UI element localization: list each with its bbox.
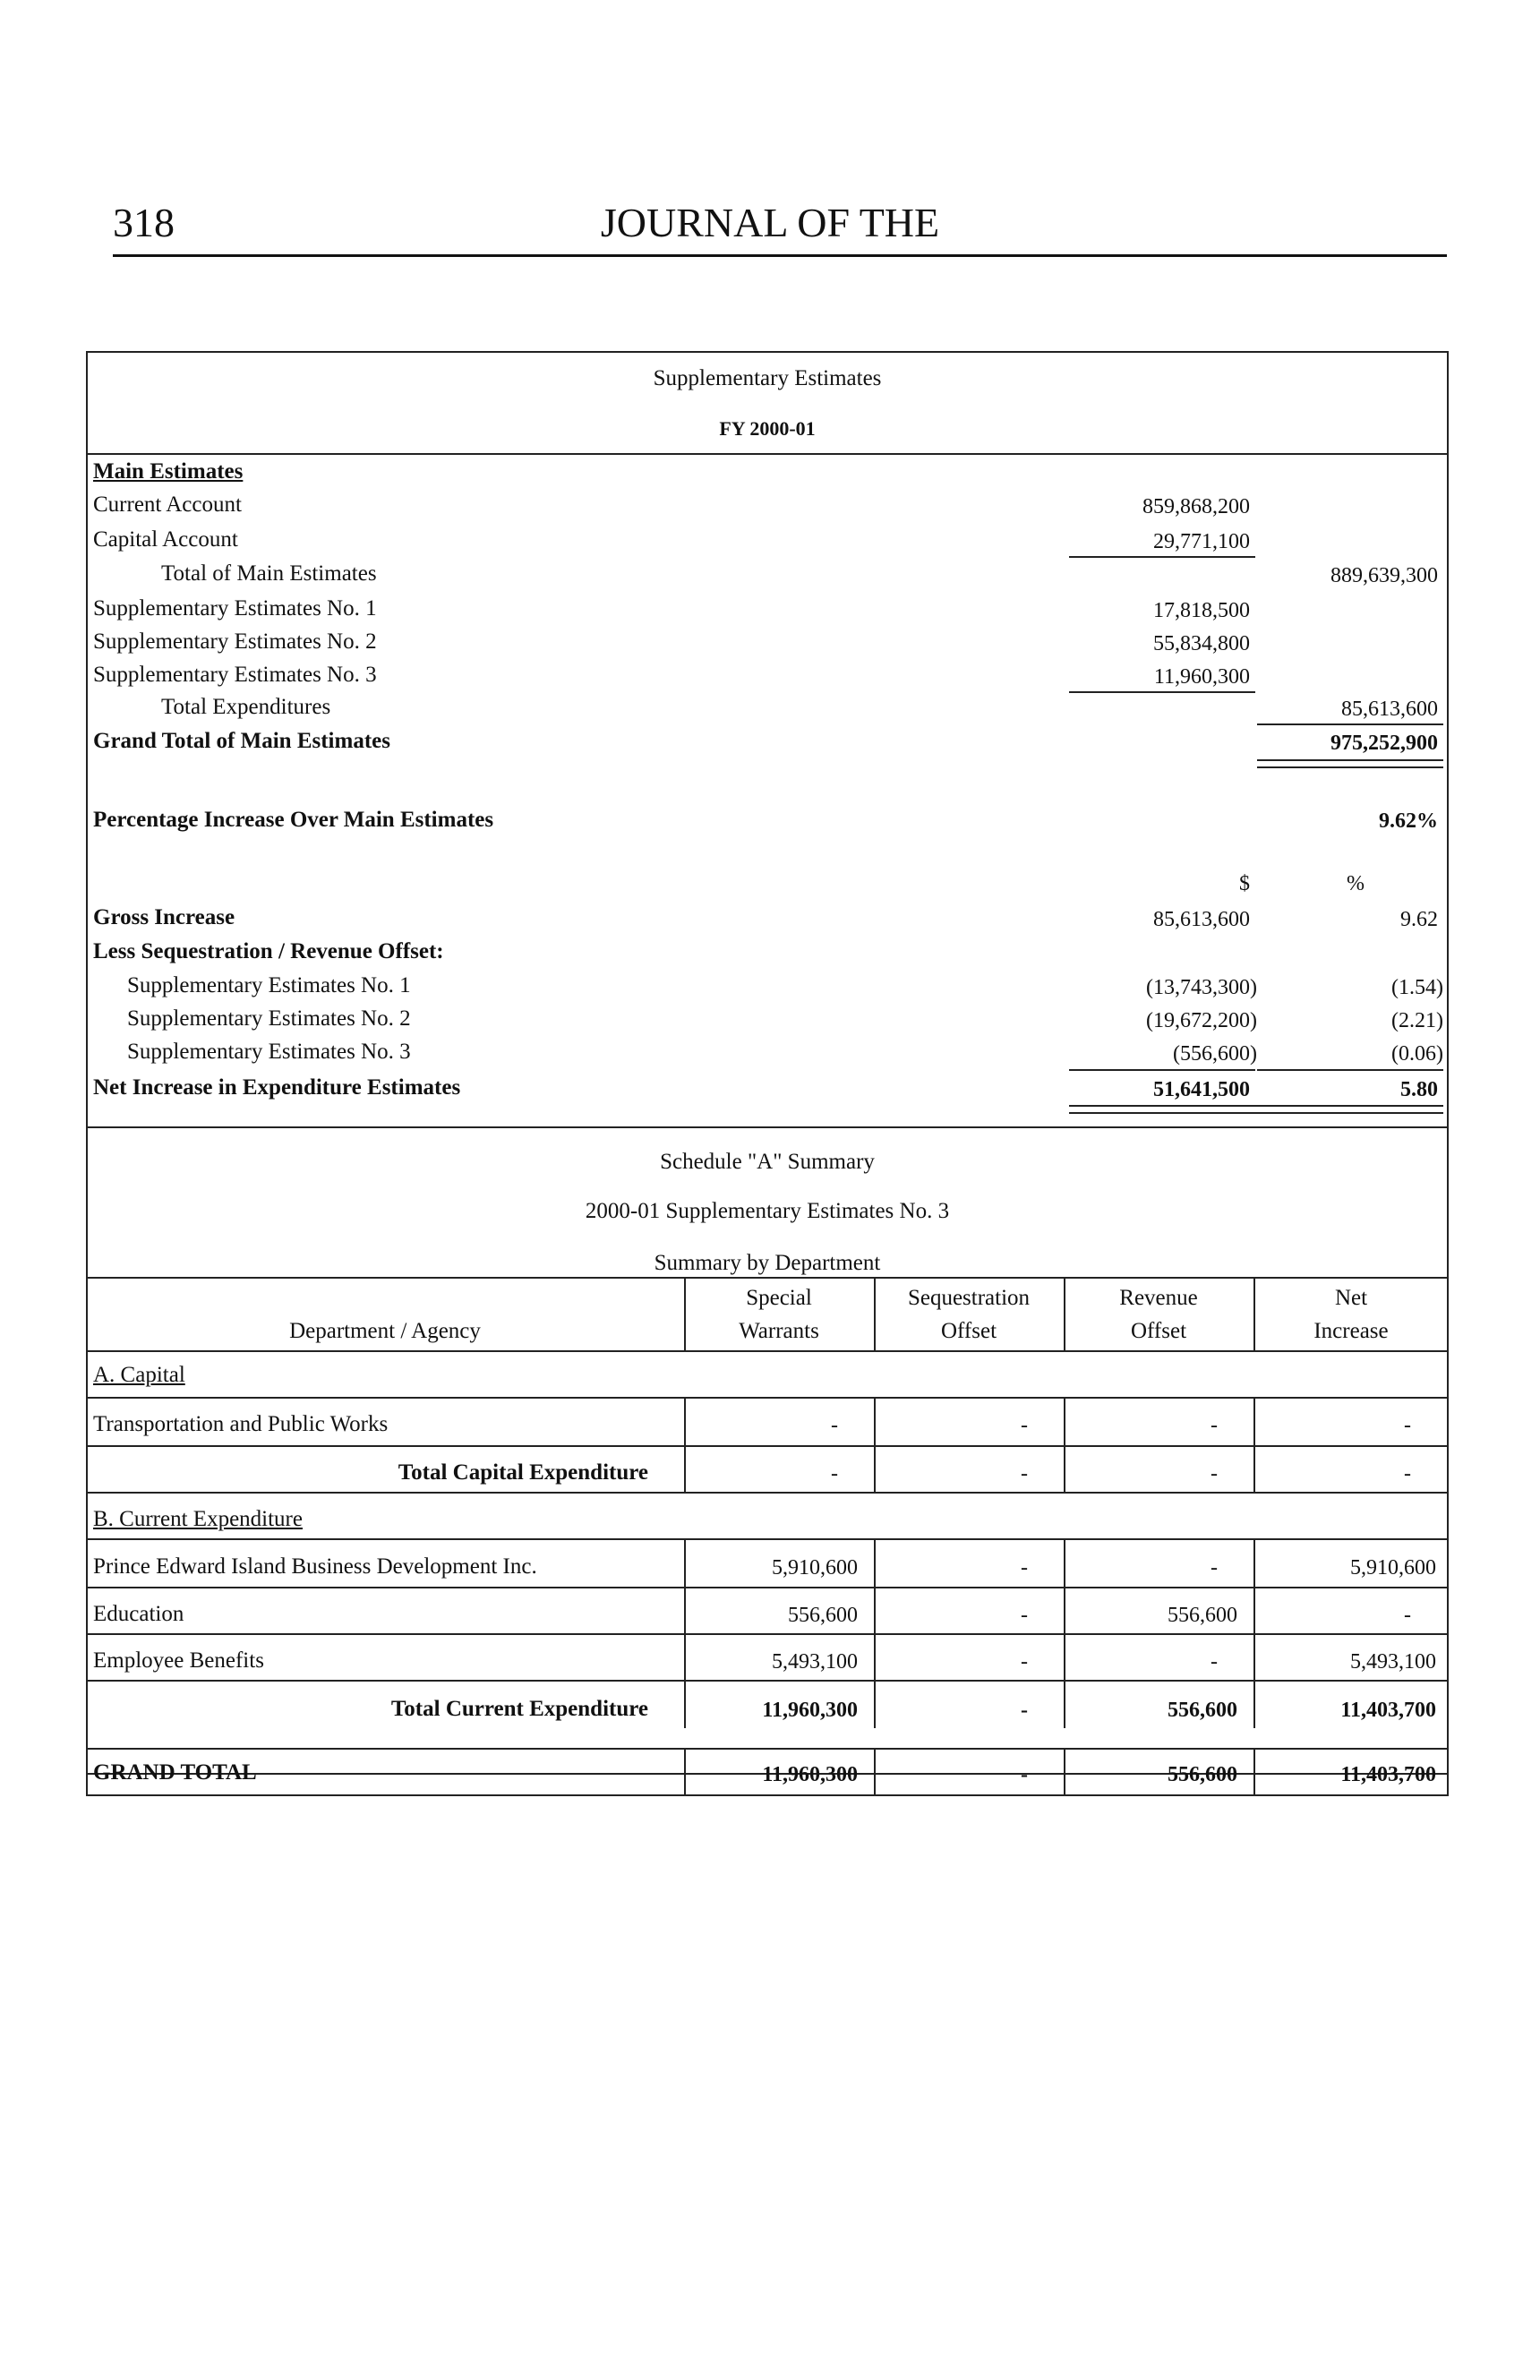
row-b2-net: - bbox=[1404, 1604, 1411, 1627]
net-increase-percent: 5.80 bbox=[1400, 1078, 1438, 1101]
total-capital-seq: - bbox=[1021, 1462, 1028, 1485]
row-b3-name: Employee Benefits bbox=[93, 1648, 264, 1673]
row-b2-bottom-rule bbox=[86, 1633, 1449, 1635]
total-b-divider-3 bbox=[1064, 1682, 1065, 1728]
supp2-label: Supplementary Estimates No. 2 bbox=[93, 629, 377, 654]
row-b1-rev: - bbox=[1211, 1556, 1218, 1580]
row-b1-divider-2 bbox=[874, 1540, 876, 1587]
total-b-divider-4 bbox=[1253, 1682, 1255, 1728]
section-a-rule bbox=[86, 1397, 1449, 1399]
less-underline-amount bbox=[1069, 1069, 1255, 1071]
total-capital-special: - bbox=[831, 1462, 838, 1485]
row-b3-seq: - bbox=[1021, 1650, 1028, 1674]
row-b3-net: 5,493,100 bbox=[1350, 1650, 1436, 1674]
total-expenditures-underline bbox=[1257, 723, 1443, 725]
col-header-seq-1: Sequestration bbox=[907, 1286, 1031, 1310]
less-supp2-label: Supplementary Estimates No. 2 bbox=[127, 1006, 411, 1031]
total-main-label: Total of Main Estimates bbox=[161, 561, 377, 586]
col-header-rev-2: Offset bbox=[1130, 1319, 1187, 1343]
row-b3-bottom-rule bbox=[86, 1680, 1449, 1682]
less-underline-percent bbox=[1257, 1069, 1443, 1071]
grand-total-special: 11,960,300 bbox=[762, 1763, 858, 1786]
total-b-divider-1 bbox=[684, 1682, 686, 1728]
grand-total-rev: 556,600 bbox=[1168, 1763, 1237, 1786]
percentage-increase-value: 9.62% bbox=[1379, 809, 1438, 833]
row-a1-net: - bbox=[1404, 1414, 1411, 1437]
row-b1-bottom-rule bbox=[86, 1587, 1449, 1588]
row-b1-divider-3 bbox=[1064, 1540, 1065, 1587]
total-current-label: Total Current Expenditure bbox=[390, 1697, 648, 1721]
section-b-rule bbox=[86, 1538, 1449, 1540]
total-expenditures-label: Total Expenditures bbox=[161, 695, 331, 719]
less-sequestration-heading: Less Sequestration / Revenue Offset: bbox=[93, 939, 444, 963]
col-header-net-1: Net bbox=[1334, 1286, 1368, 1310]
total-expenditures-value: 85,613,600 bbox=[1341, 698, 1438, 721]
net-increase-label: Net Increase in Expenditure Estimates bbox=[93, 1075, 461, 1100]
summary-by-department: Summary by Department bbox=[654, 1251, 881, 1275]
percent-column-header: % bbox=[1347, 872, 1365, 895]
total-current-net: 11,403,700 bbox=[1340, 1699, 1436, 1722]
row-a1-divider-1 bbox=[684, 1399, 686, 1445]
grand-total-double-rule-1 bbox=[1257, 759, 1443, 761]
row-b1-name: Prince Edward Island Business Development Inc. bbox=[93, 1554, 537, 1579]
current-account-label: Current Account bbox=[93, 492, 242, 517]
fiscal-year: FY 2000-01 bbox=[719, 417, 816, 440]
supp3-value: 11,960,300 bbox=[1153, 665, 1250, 689]
less-supp1-amount: (13,743,300) bbox=[1146, 976, 1257, 999]
gross-increase-percent: 9.62 bbox=[1400, 908, 1438, 931]
header-rule bbox=[113, 254, 1447, 257]
supp3-underline bbox=[1069, 691, 1255, 693]
total-capital-label: Total Capital Expenditure bbox=[398, 1460, 648, 1485]
row-b3-special: 5,493,100 bbox=[772, 1650, 858, 1674]
total-capital-rev: - bbox=[1211, 1462, 1218, 1485]
total-current-seq: - bbox=[1021, 1699, 1028, 1722]
grand-total-seq: - bbox=[1021, 1763, 1028, 1786]
row-b3-divider-3 bbox=[1064, 1635, 1065, 1680]
less-supp3-percent: (0.06) bbox=[1391, 1042, 1443, 1066]
supp3-label: Supplementary Estimates No. 3 bbox=[93, 663, 377, 687]
total-capital-net: - bbox=[1404, 1462, 1411, 1485]
total-current-rev: 556,600 bbox=[1168, 1699, 1237, 1722]
grand-total-double-rule-2 bbox=[1257, 766, 1443, 768]
total-a-bottom-rule bbox=[86, 1492, 1449, 1494]
total-a-divider-2 bbox=[874, 1447, 876, 1492]
row-b3-rev: - bbox=[1211, 1650, 1218, 1674]
row-b2-seq: - bbox=[1021, 1604, 1028, 1627]
row-b2-divider-1 bbox=[684, 1588, 686, 1633]
row-a1-bottom-rule bbox=[86, 1445, 1449, 1447]
total-main-value: 889,639,300 bbox=[1330, 564, 1438, 587]
schedule-subtitle: 2000-01 Supplementary Estimates No. 3 bbox=[585, 1199, 950, 1223]
row-a1-divider-2 bbox=[874, 1399, 876, 1445]
row-a1-rev: - bbox=[1211, 1414, 1218, 1437]
net-increase-double-rule-1 bbox=[1069, 1105, 1443, 1107]
less-supp2-amount: (19,672,200) bbox=[1146, 1009, 1257, 1032]
row-b3-divider-4 bbox=[1253, 1635, 1255, 1680]
row-b2-divider-2 bbox=[874, 1588, 876, 1633]
journal-title: JOURNAL OF THE bbox=[600, 200, 940, 245]
estimates-title-rule bbox=[86, 453, 1449, 455]
less-supp2-percent: (2.21) bbox=[1391, 1009, 1443, 1032]
total-a-divider-1 bbox=[684, 1447, 686, 1492]
capital-account-value: 29,771,100 bbox=[1153, 530, 1250, 553]
page-number: 318 bbox=[113, 200, 175, 245]
row-a1-special: - bbox=[831, 1414, 838, 1437]
col-header-special-1: Special bbox=[746, 1286, 812, 1310]
row-b2-name: Education bbox=[93, 1602, 184, 1626]
gross-increase-label: Gross Increase bbox=[93, 905, 235, 929]
main-estimates-heading: Main Estimates bbox=[93, 459, 244, 484]
schedule-header-bottom-rule bbox=[86, 1350, 1449, 1352]
supp1-label: Supplementary Estimates No. 1 bbox=[93, 596, 377, 621]
section-a-heading: A. Capital bbox=[93, 1363, 185, 1387]
grand-divider-2 bbox=[874, 1748, 876, 1796]
row-a1-name: Transportation and Public Works bbox=[93, 1412, 389, 1436]
row-b1-seq: - bbox=[1021, 1556, 1028, 1580]
schedule-header-top-rule bbox=[86, 1277, 1449, 1279]
supp1-value: 17,818,500 bbox=[1153, 599, 1250, 622]
gross-increase-amount: 85,613,600 bbox=[1153, 908, 1250, 931]
row-b1-special: 5,910,600 bbox=[772, 1556, 858, 1580]
total-current-special: 11,960,300 bbox=[762, 1699, 858, 1722]
row-b1-divider-1 bbox=[684, 1540, 686, 1587]
total-a-divider-3 bbox=[1064, 1447, 1065, 1492]
grand-total-main-value: 975,252,900 bbox=[1330, 732, 1438, 755]
col-header-rev-1: Revenue bbox=[1119, 1286, 1198, 1310]
grand-divider-4 bbox=[1253, 1748, 1255, 1796]
total-a-divider-4 bbox=[1253, 1447, 1255, 1492]
grand-divider-1 bbox=[684, 1748, 686, 1796]
col-header-net-2: Increase bbox=[1313, 1319, 1389, 1343]
row-b1-divider-4 bbox=[1253, 1540, 1255, 1587]
percentage-increase-label: Percentage Increase Over Main Estimates bbox=[93, 808, 494, 832]
current-account-value: 859,868,200 bbox=[1142, 495, 1250, 518]
grand-total-main-label: Grand Total of Main Estimates bbox=[93, 729, 390, 753]
dollar-column-header: $ bbox=[1239, 872, 1250, 895]
net-increase-amount: 51,641,500 bbox=[1153, 1078, 1250, 1101]
row-b1-net: 5,910,600 bbox=[1350, 1556, 1436, 1580]
row-b3-divider-2 bbox=[874, 1635, 876, 1680]
grand-divider-3 bbox=[1064, 1748, 1065, 1796]
row-a1-seq: - bbox=[1021, 1414, 1028, 1437]
grand-total-net: 11,403,700 bbox=[1340, 1763, 1436, 1786]
row-b2-special: 556,600 bbox=[788, 1604, 858, 1627]
total-b-divider-2 bbox=[874, 1682, 876, 1728]
col-header-seq-2: Offset bbox=[940, 1319, 997, 1343]
row-a1-divider-4 bbox=[1253, 1399, 1255, 1445]
schedule-title: Schedule "A" Summary bbox=[660, 1150, 875, 1174]
row-a1-divider-3 bbox=[1064, 1399, 1065, 1445]
row-b2-divider-4 bbox=[1253, 1588, 1255, 1633]
supp2-value: 55,834,800 bbox=[1153, 632, 1250, 655]
section-b-heading: B. Current Expenditure bbox=[93, 1507, 303, 1531]
row-b2-rev: 556,600 bbox=[1168, 1604, 1237, 1627]
row-b2-divider-3 bbox=[1064, 1588, 1065, 1633]
net-increase-double-rule-2 bbox=[1069, 1112, 1443, 1114]
grand-total-label: GRAND TOTAL bbox=[93, 1760, 257, 1785]
less-supp3-label: Supplementary Estimates No. 3 bbox=[127, 1040, 411, 1064]
capital-account-underline bbox=[1069, 556, 1255, 558]
col-header-special-2: Warrants bbox=[739, 1319, 819, 1343]
col-header-department: Department / Agency bbox=[289, 1319, 481, 1343]
row-b3-divider-1 bbox=[684, 1635, 686, 1680]
less-supp3-amount: (556,600) bbox=[1173, 1042, 1257, 1066]
estimates-title: Supplementary Estimates bbox=[653, 366, 882, 390]
schedule-a-box bbox=[86, 1126, 1449, 1775]
capital-account-label: Capital Account bbox=[93, 527, 238, 552]
less-supp1-percent: (1.54) bbox=[1391, 976, 1443, 999]
less-supp1-label: Supplementary Estimates No. 1 bbox=[127, 973, 411, 997]
